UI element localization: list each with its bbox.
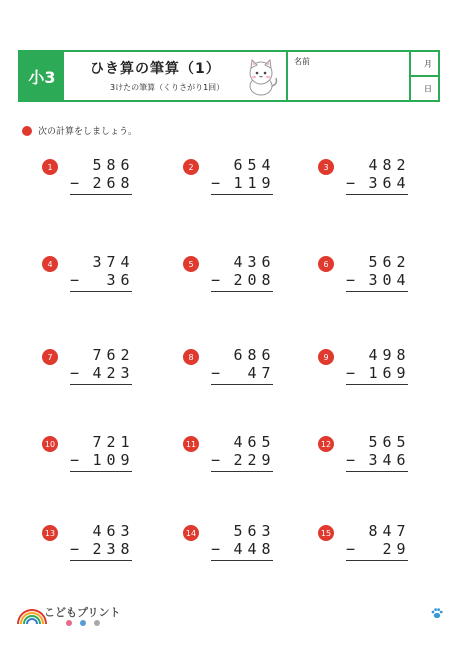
date-box (411, 52, 438, 100)
digit: 9 (382, 346, 392, 364)
digit: 4 (247, 364, 257, 382)
problem-15 (318, 522, 408, 574)
digit: 8 (120, 174, 130, 192)
digit: 8 (106, 156, 116, 174)
problem-4 (42, 253, 132, 305)
digit: 4 (368, 346, 378, 364)
digit: 2 (92, 540, 102, 558)
digit: 8 (247, 346, 257, 364)
digit: 4 (233, 433, 243, 451)
digit: 1 (233, 174, 243, 192)
digit: 6 (233, 346, 243, 364)
minus-sign: − (70, 271, 80, 289)
digit: 1 (247, 174, 257, 192)
month-field[interactable] (411, 52, 438, 75)
minuend (346, 346, 408, 364)
answer-line (346, 291, 408, 292)
cat-illustration-icon (240, 56, 282, 98)
digit: 6 (261, 253, 271, 271)
digit: 4 (382, 451, 392, 469)
paw-icon (430, 606, 444, 620)
digit: 6 (247, 522, 257, 540)
subtrahend (70, 271, 132, 289)
digit: 9 (261, 451, 271, 469)
minus-sign: − (346, 451, 356, 469)
digit: 8 (120, 540, 130, 558)
digit: 8 (261, 540, 271, 558)
digit: 4 (233, 253, 243, 271)
problem-number-badge: 13 (42, 525, 58, 541)
subtrahend (346, 364, 408, 382)
digit: 7 (106, 253, 116, 271)
minus-sign: − (211, 364, 221, 382)
problem-number-badge: 3 (318, 159, 334, 175)
answer-line (346, 560, 408, 561)
minus-sign: − (211, 271, 221, 289)
title-box (64, 52, 288, 100)
digit: 4 (120, 253, 130, 271)
minus-sign: − (211, 174, 221, 192)
digit: 6 (106, 174, 116, 192)
digit: 9 (396, 540, 406, 558)
problem-number-badge: 11 (183, 436, 199, 452)
digit: 3 (368, 451, 378, 469)
problem-11 (183, 433, 273, 485)
day-label: 日 (424, 84, 432, 93)
subtrahend (346, 271, 408, 289)
digit: 1 (368, 364, 378, 382)
minus-sign: − (70, 451, 80, 469)
answer-line (70, 471, 132, 472)
subtrahend (211, 174, 273, 192)
minus-sign: − (211, 540, 221, 558)
problem-8 (183, 346, 273, 398)
minuend (346, 433, 408, 451)
minuend (211, 346, 273, 364)
brand-name: こどもプリント (44, 606, 121, 619)
gray-dot-icon (94, 620, 100, 626)
digit: 4 (396, 174, 406, 192)
digit: 8 (396, 346, 406, 364)
worksheet-header (18, 50, 440, 102)
minus-sign: − (211, 451, 221, 469)
problem-number-badge: 1 (42, 159, 58, 175)
digit: 9 (396, 364, 406, 382)
problem-2 (183, 156, 273, 208)
pink-dot-icon (66, 620, 72, 626)
subtrahend (211, 364, 273, 382)
answer-line (70, 194, 132, 195)
digit: 3 (106, 540, 116, 558)
problem-number-badge: 6 (318, 256, 334, 272)
digit: 5 (261, 433, 271, 451)
digit: 5 (233, 522, 243, 540)
subtrahend (346, 451, 408, 469)
problem-number-badge: 8 (183, 349, 199, 365)
digit: 6 (120, 271, 130, 289)
digit: 2 (396, 156, 406, 174)
digit: 1 (92, 451, 102, 469)
problem-number-badge: 10 (42, 436, 58, 452)
month-label: 月 (424, 59, 432, 68)
minuend (346, 522, 408, 540)
digit: 2 (233, 271, 243, 289)
answer-line (211, 560, 273, 561)
digit: 3 (120, 522, 130, 540)
digit: 6 (382, 433, 392, 451)
digit: 4 (396, 271, 406, 289)
minus-sign: − (70, 174, 80, 192)
subtrahend (70, 364, 132, 382)
minuend (70, 253, 132, 271)
digit: 7 (261, 364, 271, 382)
worksheet-subtitle: 3けたの筆算（くりさがり1回） (110, 83, 225, 92)
minuend (211, 522, 273, 540)
problem-1 (42, 156, 132, 208)
subtrahend (211, 271, 273, 289)
problem-number-badge: 4 (42, 256, 58, 272)
instruction-text: 次の計算をしましょう。 (38, 127, 138, 137)
answer-line (211, 194, 273, 195)
answer-line (70, 291, 132, 292)
digit: 3 (92, 253, 102, 271)
digit: 4 (233, 540, 243, 558)
digit: 4 (382, 522, 392, 540)
digit: 3 (368, 271, 378, 289)
digit: 6 (106, 522, 116, 540)
minuend (346, 253, 408, 271)
minuend (70, 346, 132, 364)
digit: 4 (261, 156, 271, 174)
digit: 2 (106, 433, 116, 451)
digit: 6 (106, 346, 116, 364)
digit: 7 (396, 522, 406, 540)
subtrahend (211, 451, 273, 469)
problem-12 (318, 433, 408, 485)
instruction (22, 124, 137, 137)
digit: 4 (92, 522, 102, 540)
blue-dot-icon (80, 620, 86, 626)
digit: 7 (92, 346, 102, 364)
digit: 8 (261, 271, 271, 289)
digit: 6 (247, 433, 257, 451)
problem-number-badge: 9 (318, 349, 334, 365)
digit: 6 (382, 364, 392, 382)
digit: 2 (92, 174, 102, 192)
digit: 5 (92, 156, 102, 174)
digit: 5 (247, 156, 257, 174)
digit: 3 (120, 364, 130, 382)
problem-10 (42, 433, 132, 485)
minuend (211, 253, 273, 271)
subtrahend (211, 540, 273, 558)
answer-line (70, 560, 132, 561)
digit: 3 (368, 174, 378, 192)
problem-6 (318, 253, 408, 305)
digit: 6 (382, 253, 392, 271)
digit: 3 (247, 253, 257, 271)
problem-number-badge: 15 (318, 525, 334, 541)
problem-3 (318, 156, 408, 208)
name-field[interactable] (288, 52, 411, 100)
digit: 2 (396, 253, 406, 271)
minus-sign: − (346, 364, 356, 382)
digit: 9 (261, 174, 271, 192)
problem-number-badge: 12 (318, 436, 334, 452)
answer-line (70, 384, 132, 385)
worksheet-title: ひき算の筆算（1） (90, 61, 221, 77)
problem-13 (42, 522, 132, 574)
digit: 0 (247, 271, 257, 289)
day-field[interactable] (411, 75, 438, 100)
minuend (346, 156, 408, 174)
minuend (70, 433, 132, 451)
answer-line (346, 384, 408, 385)
grade-label: 小3 (20, 52, 64, 100)
minus-sign: − (70, 364, 80, 382)
subtrahend (70, 451, 132, 469)
digit: 4 (247, 540, 257, 558)
answer-line (346, 194, 408, 195)
digit: 2 (120, 346, 130, 364)
digit: 5 (368, 433, 378, 451)
problem-number-badge: 2 (183, 159, 199, 175)
digit: 6 (261, 346, 271, 364)
digit: 1 (120, 433, 130, 451)
digit: 8 (382, 156, 392, 174)
digit: 0 (106, 451, 116, 469)
digit: 0 (382, 271, 392, 289)
bullet-dot-icon (22, 126, 32, 136)
problem-14 (183, 522, 273, 574)
digit: 2 (233, 451, 243, 469)
minuend (70, 156, 132, 174)
subtrahend (70, 540, 132, 558)
digit: 2 (106, 364, 116, 382)
digit: 4 (92, 364, 102, 382)
digit: 6 (396, 451, 406, 469)
digit: 9 (120, 451, 130, 469)
problem-9 (318, 346, 408, 398)
digit: 4 (368, 156, 378, 174)
answer-line (211, 471, 273, 472)
problem-number-badge: 5 (183, 256, 199, 272)
subtrahend (346, 540, 408, 558)
digit: 6 (233, 156, 243, 174)
digit: 2 (247, 451, 257, 469)
problem-number-badge: 14 (183, 525, 199, 541)
digit: 3 (106, 271, 116, 289)
digit: 6 (120, 156, 130, 174)
digit: 6 (382, 174, 392, 192)
minuend (211, 433, 273, 451)
answer-line (346, 471, 408, 472)
minuend (211, 156, 273, 174)
problem-7 (42, 346, 132, 398)
minus-sign: − (70, 540, 80, 558)
minus-sign: − (346, 174, 356, 192)
answer-line (211, 291, 273, 292)
answer-line (211, 384, 273, 385)
name-label: 名前 (294, 57, 310, 66)
brand-color-dots (66, 620, 100, 626)
problem-5 (183, 253, 273, 305)
digit: 5 (368, 253, 378, 271)
subtrahend (346, 174, 408, 192)
digit: 2 (382, 540, 392, 558)
subtrahend (70, 174, 132, 192)
minuend (70, 522, 132, 540)
minus-sign: − (346, 271, 356, 289)
digit: 8 (368, 522, 378, 540)
problem-number-badge: 7 (42, 349, 58, 365)
minus-sign: − (346, 540, 356, 558)
digit: 5 (396, 433, 406, 451)
digit: 7 (92, 433, 102, 451)
digit: 3 (261, 522, 271, 540)
